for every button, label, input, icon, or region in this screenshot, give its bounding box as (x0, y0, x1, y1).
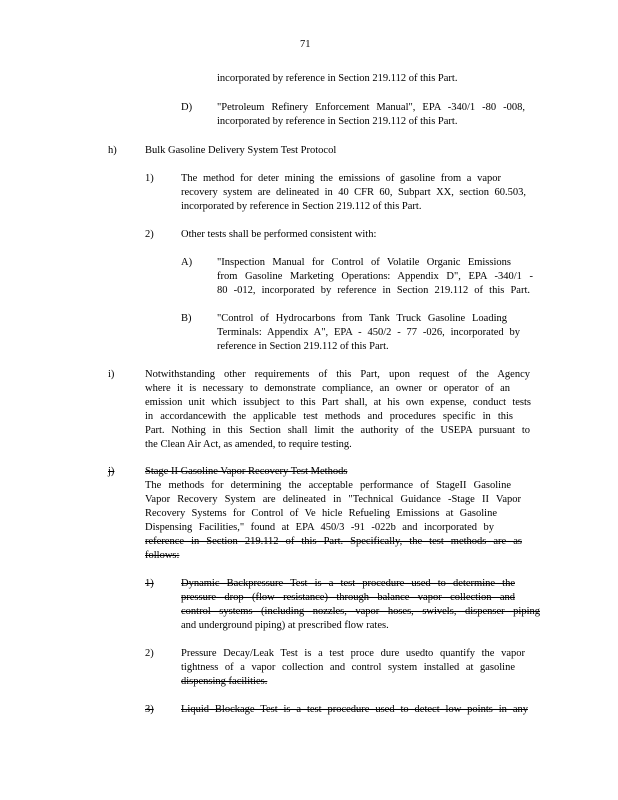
text-line: Other tests shall be performed consistent with: (181, 229, 377, 240)
text-line: incorporated by reference in Section 219.112 of this Part. (217, 116, 458, 127)
text-line: Dispensing Facilities," found at EPA 450/3 -91 -022b and incorporated by (145, 522, 494, 533)
item-label: B) (181, 313, 192, 324)
section-label: j) (108, 466, 115, 477)
text-line: incorporated by reference in Section 219.112 of this Part. (181, 201, 422, 212)
text-line: reference in Section 219.112 of this Part. (217, 341, 389, 352)
text-line: tightness of a vapor collection and control system installed at gasoline (181, 662, 515, 673)
text-line: where it is necessary to demonstrate compliance, an owner or operator of an (145, 383, 510, 394)
text-line: 80 -012, incorporated by reference in Section 219.112 of this Part. (217, 285, 530, 296)
text-line: "Control of Hydrocarbons from Tank Truck Gasoline Loading (217, 313, 507, 324)
item-label: 2) (145, 648, 154, 659)
item-label: 3) (145, 704, 154, 715)
text-line: recovery system are delineated in 40 CFR 60, Subpart XX, section 60.503, (181, 187, 526, 198)
text-line: Notwithstanding other requirements of this Part, upon request of the Agency (145, 369, 530, 380)
text-line: Pressure Decay/Leak Test is a test proce dure usedto quantify the vapor (181, 648, 525, 659)
text-line: Vapor Recovery System are delineated in "Technical Guidance -Stage II Vapor (145, 494, 521, 505)
text-line: incorporated by reference in Section 219.112 of this Part. (217, 73, 458, 84)
text-line: The method for deter mining the emissions of gasoline from a vapor (181, 173, 501, 184)
text-line: the Clean Air Act, as amended, to require testing. (145, 439, 352, 450)
item-label: 1) (145, 578, 154, 589)
text-line: from Gasoline Marketing Operations: Appendix D", EPA -340/1 - (217, 271, 533, 282)
text-line: Part. Nothing in this Section shall limit the authority of the USEPA pursuant to (145, 425, 530, 436)
text-line: "Inspection Manual for Control of Volatile Organic Emissions (217, 257, 511, 268)
text-line: follows: (145, 550, 180, 561)
text-line: The methods for determining the acceptable performance of StageII Gasoline (145, 480, 511, 491)
text-line: dispensing facilities. (181, 676, 268, 687)
text-line: emission unit which issubject to this Part shall, at his own expense, conduct tests (145, 397, 531, 408)
text-line: Terminals: Appendix A", EPA - 450/2 - 77 -026, incorporated by (217, 327, 520, 338)
section-title: Stage II Gasoline Vapor Recovery Test Methods (145, 466, 348, 477)
text-line: control systems (including nozzles, vapor hoses, swivels, dispenser piping (181, 606, 540, 617)
text-line: Recovery Systems for Control of Ve hicle Refueling Emissions at Gasoline (145, 508, 497, 519)
text-line: and underground piping) at prescribed flow rates. (181, 620, 389, 631)
text-line: "Petroleum Refinery Enforcement Manual", EPA -340/1 -80 -008, (217, 102, 525, 113)
text-line: in accordancewith the applicable test methods and procedures specific in this (145, 411, 513, 422)
section-label: i) (108, 369, 115, 380)
item-label: D) (181, 102, 193, 113)
item-label: A) (181, 257, 193, 268)
text-line: Dynamic Backpressure Test is a test procedure used to determine the (181, 578, 515, 589)
page-number: 71 (300, 39, 311, 50)
text-line: Liquid Blockage Test is a test procedure used to detect low points in any (181, 704, 528, 715)
item-label: 1) (145, 173, 154, 184)
section-label: h) (108, 145, 117, 156)
text-line: pressure drop (flow resistance) through balance vapor collection and (181, 592, 515, 603)
item-label: 2) (145, 229, 154, 240)
section-title: Bulk Gasoline Delivery System Test Protocol (145, 145, 337, 156)
text-line: reference in Section 219.112 of this Part. Specifically, the test methods are as (145, 536, 522, 547)
